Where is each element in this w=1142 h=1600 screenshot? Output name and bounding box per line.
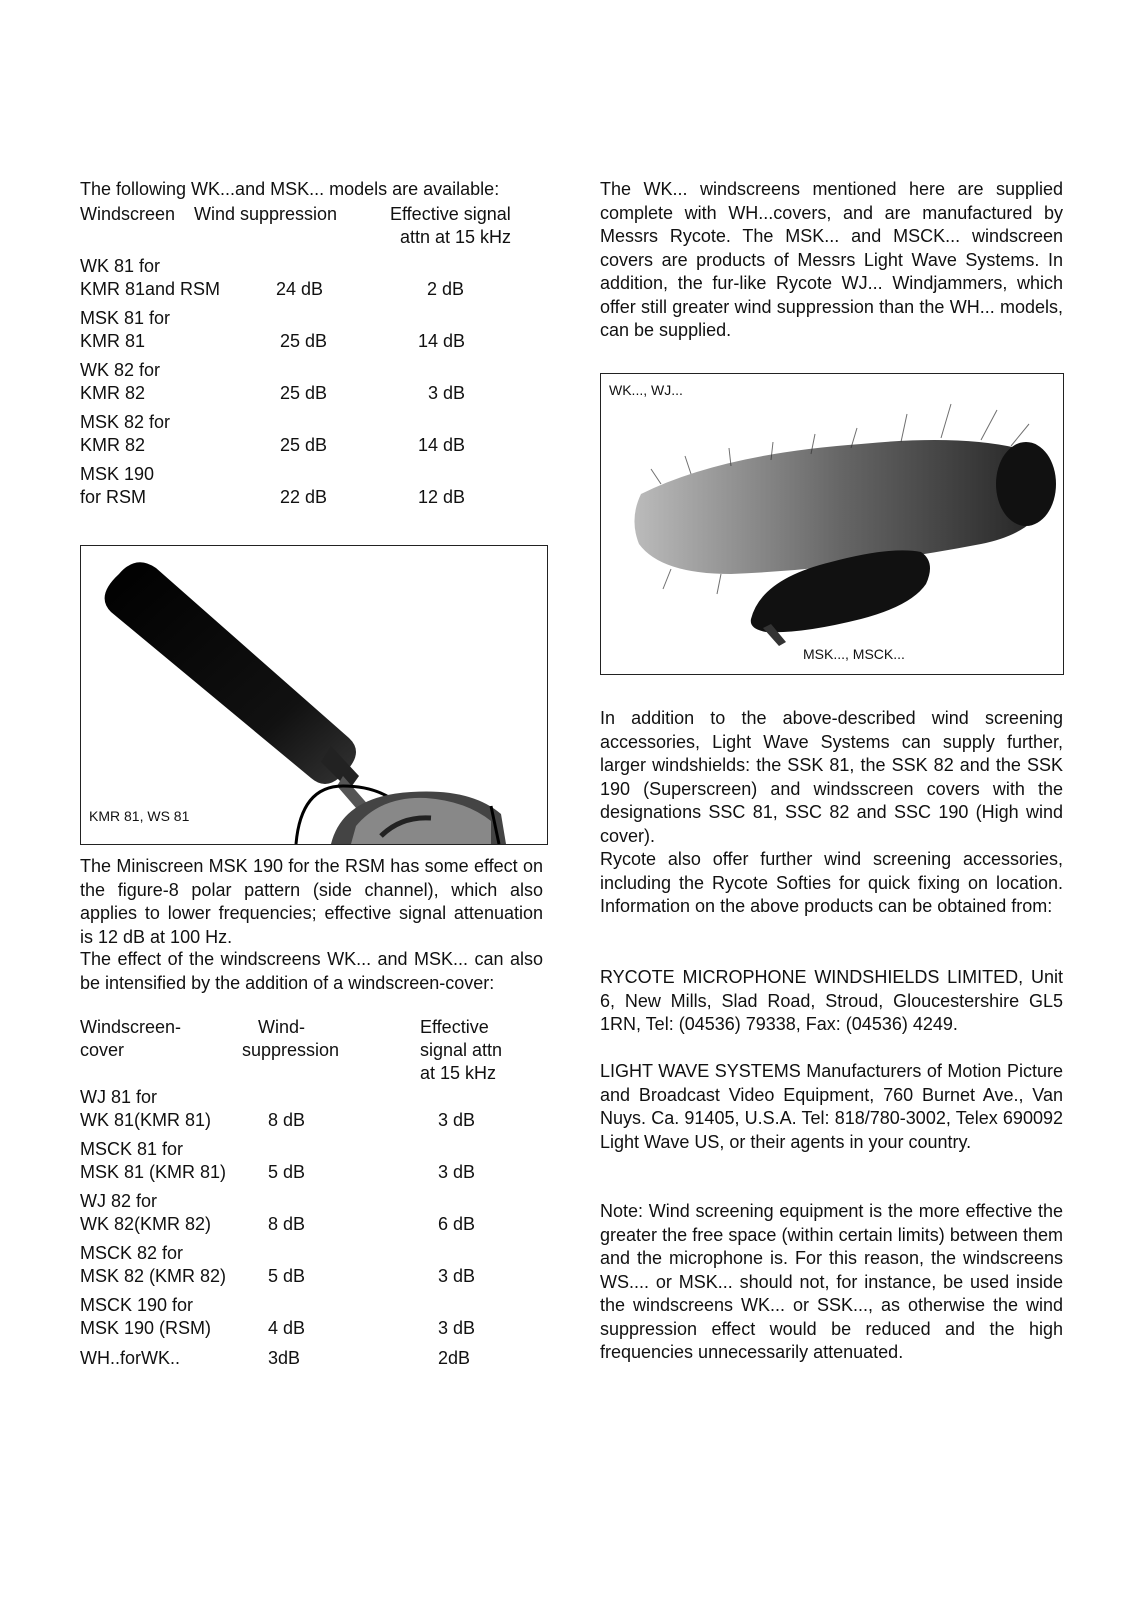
row-attn: 3 dB bbox=[438, 1110, 476, 1130]
row-model-line2: KMR 82 bbox=[80, 383, 146, 403]
figure-kmr81-photo bbox=[80, 545, 548, 845]
table-row bbox=[80, 255, 550, 307]
row-attn: 6 dB bbox=[438, 1214, 476, 1234]
table-row bbox=[80, 1242, 550, 1294]
table-row bbox=[80, 1324, 550, 1376]
row-wind: 8 dB bbox=[268, 1110, 306, 1130]
table2-header-wind2: suppression bbox=[242, 1040, 340, 1060]
left-intro: The following WK...and MSK... models are available: bbox=[80, 179, 500, 199]
row-model-line1: MSCK 190 for bbox=[80, 1295, 194, 1315]
row-wind: 5 dB bbox=[268, 1162, 306, 1182]
table1-header-attn2: attn at 15 kHz bbox=[400, 227, 512, 247]
row-model-line1: WJ 81 for bbox=[80, 1087, 158, 1107]
table1-header-windscreen: Windscreen bbox=[80, 204, 176, 224]
row-attn: 2 dB bbox=[427, 279, 465, 299]
row-model-line2: for RSM bbox=[80, 487, 147, 507]
row-model-line2: WH..forWK.. bbox=[80, 1348, 180, 1368]
right-paragraph-1: The WK... windscreens mentioned here are supplied complete with WH...covers, and are manufactured by Messrs Rycote. The MSK... and MSCK... windscreen covers are products of Messrs Light Wave Systems. In addition, the fur-like Rycote WJ... Windjammers, which offer still greater wind suppression than the WH... models, can be supplied. bbox=[600, 179, 1063, 340]
table-row bbox=[80, 359, 550, 411]
row-model-line1: MSCK 81 for bbox=[80, 1139, 184, 1159]
table2 bbox=[80, 1016, 550, 1376]
figure-windscreens-photo bbox=[600, 373, 1064, 675]
row-attn: 3 dB bbox=[438, 1162, 476, 1182]
row-wind: 25 dB bbox=[280, 331, 328, 351]
left-paragraph-1: The Miniscreen MSK 190 for the RSM has some effect on the figure-8 polar pattern (side channel), which also applies to lower frequencies; effective signal attenuation is 12 dB at 100 Hz. bbox=[80, 856, 543, 947]
left-paragraph-2: The effect of the windscreens WK... and MSK... can also be intensified by the addition of a windscreen-cover: bbox=[80, 949, 543, 993]
row-model-line2: KMR 81 bbox=[80, 331, 146, 351]
figure2-caption-bottom: MSK..., MSCK... bbox=[803, 646, 905, 662]
table1 bbox=[80, 203, 550, 513]
row-model-line2: MSK 190 (RSM) bbox=[80, 1318, 212, 1338]
table1-header-wind: Wind suppression bbox=[194, 204, 338, 224]
row-wind: 4 dB bbox=[268, 1318, 306, 1338]
row-wind: 22 dB bbox=[280, 487, 328, 507]
table2-header-attn2: signal attn bbox=[420, 1040, 503, 1060]
table-row bbox=[80, 1190, 550, 1242]
row-wind: 25 dB bbox=[280, 383, 328, 403]
microphone-illustration bbox=[81, 546, 547, 844]
row-attn: 3 dB bbox=[438, 1266, 476, 1286]
row-wind: 8 dB bbox=[268, 1214, 306, 1234]
row-model-line1: MSK 82 for bbox=[80, 412, 171, 432]
windscreen-illustration bbox=[601, 374, 1063, 674]
row-model-line1: WK 82 for bbox=[80, 360, 161, 380]
right-paragraph-2: In addition to the above-described wind screening accessories, Light Wave Systems can supply further, larger windshields: the SSK 81, the SSK 82 and the SSK 190 (Superscreen) and windsscreen covers with the designations SSC 81, SSC 82 and SSC 190 (High wind cover). bbox=[600, 708, 1063, 846]
table1-header-attn1: Effective signal bbox=[390, 204, 511, 224]
row-wind: 5 dB bbox=[268, 1266, 306, 1286]
table2-header-cover1: Windscreen- bbox=[80, 1017, 182, 1037]
table2-header-wind1: Wind- bbox=[258, 1017, 306, 1037]
right-address-rycote: RYCOTE MICROPHONE WINDSHIELDS LIMITED, Unit 6, New Mills, Slad Road, Stroud, Gloucestershire GL5 1RN, Tel: (04536) 79338, Fax: (04536) 4249. bbox=[600, 967, 1063, 1034]
row-model-line2: WK 81(KMR 81) bbox=[80, 1110, 212, 1130]
row-model-line1: MSK 190 bbox=[80, 464, 155, 484]
table-row bbox=[80, 463, 550, 515]
row-model-line1: MSCK 82 for bbox=[80, 1243, 184, 1263]
right-paragraph-3: Rycote also offer further wind screening accessories, including the Rycote Softies for quick fixing on location. Information on the above products can be obtained from: bbox=[600, 849, 1063, 916]
table-row bbox=[80, 411, 550, 463]
row-attn: 3 dB bbox=[428, 383, 466, 403]
row-attn: 2dB bbox=[438, 1348, 471, 1368]
table-row bbox=[80, 1086, 550, 1138]
row-wind: 24 dB bbox=[276, 279, 324, 299]
table2-header-attn1: Effective bbox=[420, 1017, 489, 1037]
row-attn: 12 dB bbox=[418, 487, 466, 507]
right-address-lightwave: LIGHT WAVE SYSTEMS Manufacturers of Motion Picture and Broadcast Video Equipment, 760 Burnet Ave., Van Nuys. Ca. 91405, U.S.A. Tel: 818/780-3002, Telex 690092 Light Wave US, or their agents in your country. bbox=[600, 1061, 1063, 1152]
row-model-line2: KMR 82 bbox=[80, 435, 146, 455]
row-wind: 25 dB bbox=[280, 435, 328, 455]
row-model-line1: WK 81 for bbox=[80, 256, 161, 276]
row-model-line2: MSK 82 (KMR 82) bbox=[80, 1266, 227, 1286]
row-model-line2: WK 82(KMR 82) bbox=[80, 1214, 212, 1234]
table-row bbox=[80, 307, 550, 359]
row-model-line2: KMR 81and RSM bbox=[80, 279, 221, 299]
table2-header-attn3: at 15 kHz bbox=[420, 1063, 497, 1083]
figure2-caption-top: WK..., WJ... bbox=[609, 382, 683, 398]
row-attn: 14 dB bbox=[418, 435, 466, 455]
right-note: Note: Wind screening equipment is the more effective the greater the free space (within certain limits) between them and the microphone is. For this reason, the windscreens WS.... or MSK... should not, for instance, be used inside the windscreens WK... or SSK..., as otherwise the wind suppression effect would be reduced and the high frequencies unnecessarily attenuated. bbox=[600, 1201, 1063, 1362]
row-model-line1: WJ 82 for bbox=[80, 1191, 158, 1211]
table2-header-cover2: cover bbox=[80, 1040, 125, 1060]
row-wind: 3dB bbox=[268, 1348, 301, 1368]
figure1-caption: KMR 81, WS 81 bbox=[89, 808, 190, 824]
row-model-line2: MSK 81 (KMR 81) bbox=[80, 1162, 227, 1182]
row-attn: 14 dB bbox=[418, 331, 466, 351]
row-attn: 3 dB bbox=[438, 1318, 476, 1338]
table-row bbox=[80, 1138, 550, 1190]
row-model-line1: MSK 81 for bbox=[80, 308, 171, 328]
